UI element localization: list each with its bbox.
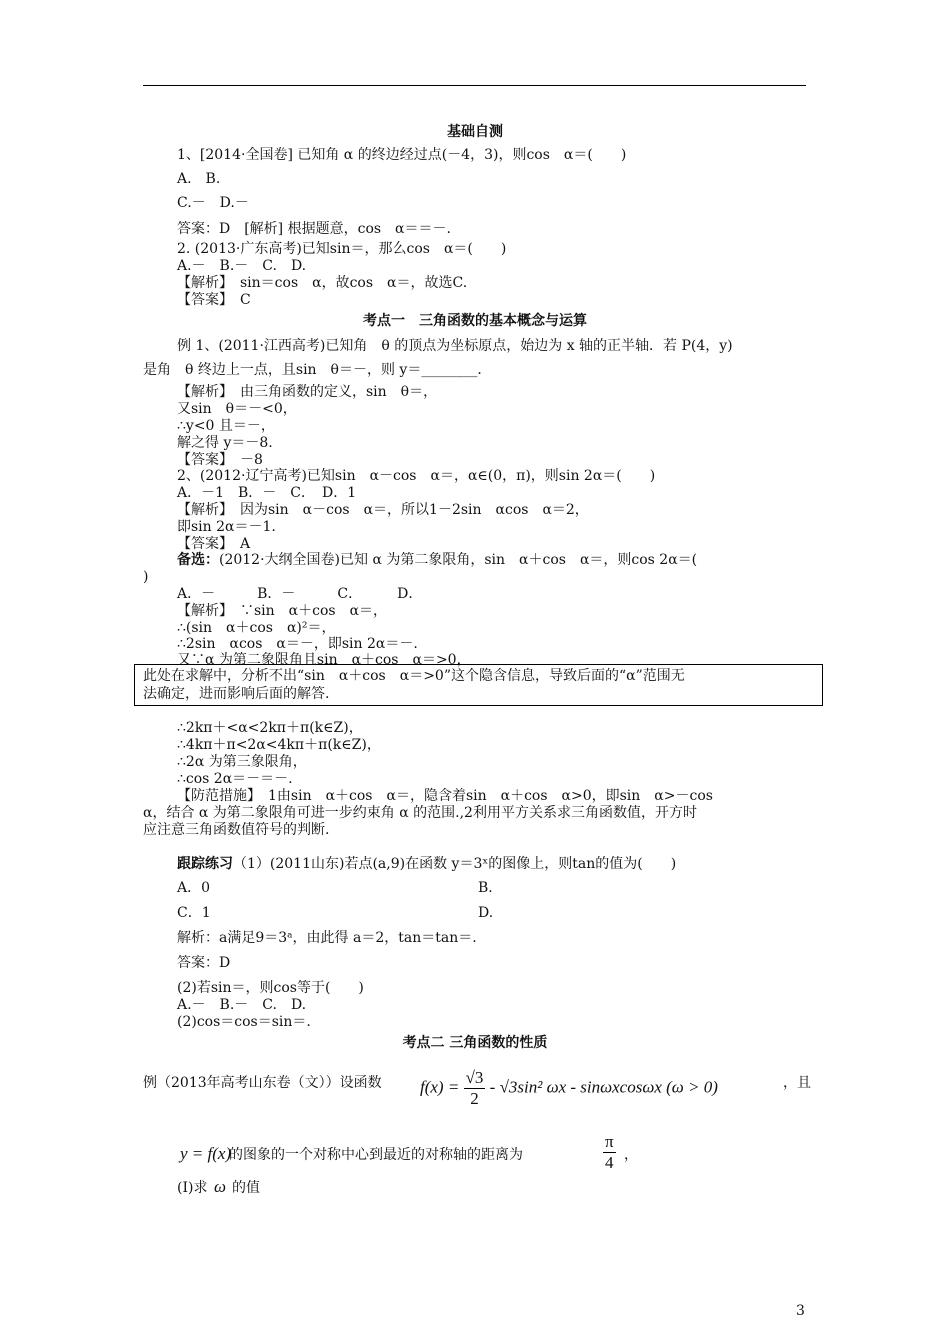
formula-function-definition	[420, 1068, 718, 1109]
text-line: (2)若sin＝，则cos等于( )	[177, 980, 364, 996]
formula-rest: - √3sin² ωx - sinωxcosωx (ω > 0)	[489, 1077, 718, 1097]
text-line: α，结合 α 为第二象限角可进一步约束角 α 的范围.,2利用平方关系求三角函数值，开方时	[143, 805, 697, 821]
text-line: A．－1 B．－ C． D．1	[177, 485, 357, 501]
text-line: C．1	[177, 905, 211, 921]
text-line: 【防范措施】 1由sin α＋cos α＝，隐含着sin α＋cos α>0，即sin α>－cos	[177, 788, 713, 804]
text-line: (2)cos＝cos＝sin＝.	[177, 1014, 311, 1030]
text-line: D.	[478, 905, 494, 921]
omega-symbol: ω	[214, 1177, 227, 1196]
pi-fraction	[603, 1132, 616, 1173]
text-line: ∴2sin αcos α＝－，即sin 2α＝－.	[177, 636, 418, 652]
pi-denominator: 4	[605, 1153, 614, 1172]
text-line: 跟踪练习（1）(2011山东)若点(a,9)在函数 y＝3ˣ的图像上，则tan的值为( )	[177, 856, 677, 872]
formula-y-equals-fx	[180, 1144, 231, 1164]
text-line: ，	[624, 1147, 638, 1163]
text-line: ，且	[783, 1075, 811, 1091]
formula-pi-over-4	[603, 1132, 616, 1173]
section-heading: 基础自测	[447, 124, 503, 140]
text-line: ∴(sin α＋cos α)²＝，	[177, 620, 336, 636]
text-line: 备选：(2012·大纲全国卷)已知 α 为第二象限角，sin α＋cos α＝，则cos 2α＝(	[177, 552, 698, 568]
text-line: A. B.	[177, 171, 221, 187]
text-line: C.－ D.－	[177, 195, 249, 211]
text-line: 1、[2014·全国卷] 已知角 α 的终边经过点(－4，3)，则cos α＝( )	[177, 147, 627, 163]
text-line: )	[143, 569, 149, 585]
bold-prefix: 备选：	[177, 552, 219, 568]
text-line: 【解析】 ∵sin α＋cos α＝，	[177, 603, 388, 619]
text-line: 是角 θ 终边上一点，且sin θ＝－，则 y＝________．	[143, 362, 492, 378]
section-heading: 考点二 三角函数的性质	[402, 1035, 548, 1051]
text-line: ∴2α 为第三象限角，	[177, 754, 307, 770]
formula-denominator: 2	[470, 1089, 479, 1108]
text-line: (Ⅰ)求	[177, 1180, 208, 1196]
text-line: 答案：D [解析] 根据题意，cos α＝＝－.	[177, 221, 451, 237]
text-line: 即sin 2α＝－1.	[177, 519, 276, 535]
text-line: A.－ B.－ C. D.	[177, 258, 307, 274]
formula-omega	[214, 1177, 226, 1197]
text-line: 【解析】 sin＝cos α，故cos α＝，故选C.	[177, 275, 468, 291]
text-line: 解之得 y＝－8.	[177, 435, 273, 451]
text-line: 【解析】 因为sin α－cos α＝，所以1－2sin αcos α＝2，	[177, 502, 589, 518]
text-line: 又sin θ＝－<0，	[177, 401, 297, 417]
text-line: 答案：D	[177, 955, 231, 971]
text-line: 【解析】 由三角函数的定义，sin θ＝，	[177, 384, 438, 400]
text-line: 【答案】 A	[177, 536, 251, 552]
text-line: 应注意三角函数值符号的判断.	[143, 822, 330, 838]
bold-prefix: 跟踪练习	[177, 856, 233, 872]
section-heading: 考点一 三角函数的基本概念与运算	[363, 313, 587, 329]
text-line: ∴cos 2α＝－＝－.	[177, 771, 293, 787]
formula-lhs: f(x) =	[420, 1077, 460, 1097]
text-line: ∴4kπ＋π<2α<4kπ＋π(k∈Z)，	[177, 737, 381, 753]
text-line: 【答案】 －8	[177, 452, 263, 468]
text-line: 的图象的一个对称中心到最近的对称轴的距离为	[229, 1147, 523, 1163]
text-line: ∴y<0 且＝－，	[177, 418, 275, 434]
formula-fraction	[464, 1068, 486, 1109]
text-line: ∴2kπ＋<α<2kπ＋π(k∈Z)，	[177, 720, 363, 736]
text-line: 2. (2013·广东高考)已知sin＝，那么cos α＝( )	[177, 241, 507, 257]
text-line: 又∵α 为第二象限角且sin α＋cos α＝>0，	[177, 652, 471, 668]
text-line: A．0	[177, 880, 211, 896]
text-line: 的值	[232, 1180, 260, 1196]
text-line: A.－ B.－ C. D.	[177, 997, 307, 1013]
text-line: A．－ B．－ C． D．	[177, 586, 423, 602]
text-line: 此处在求解中，分析不出“sin α＋cos α＝>0”这个隐含信息，导致后面的“α”范围无	[143, 668, 685, 684]
text-line: B.	[478, 880, 493, 896]
pi-numerator: π	[605, 1132, 614, 1151]
text-line: 法确定，进而影响后面的解答.	[143, 686, 330, 702]
text-line: 2、(2012·辽宁高考)已知sin α－cos α＝，α∈(0，π)，则sin 2α＝( )	[177, 468, 656, 484]
text-line: 例（2013年高考山东卷（文））设函数	[143, 1075, 382, 1091]
text-line: 【答案】 C	[177, 292, 251, 308]
text-line: 解析：a满足9＝3ᵃ，由此得 a＝2，tan＝tan＝.	[177, 930, 477, 946]
page-number: 3	[796, 1303, 805, 1319]
formula-numerator: √3	[465, 1068, 484, 1087]
formula-y-expr: y = f(x)	[180, 1144, 232, 1163]
header-rule	[143, 85, 806, 86]
text-line: 例 1、(2011·江西高考)已知角 θ 的顶点为坐标原点，始边为 x 轴的正半轴．若 P(4，y)	[177, 338, 733, 354]
